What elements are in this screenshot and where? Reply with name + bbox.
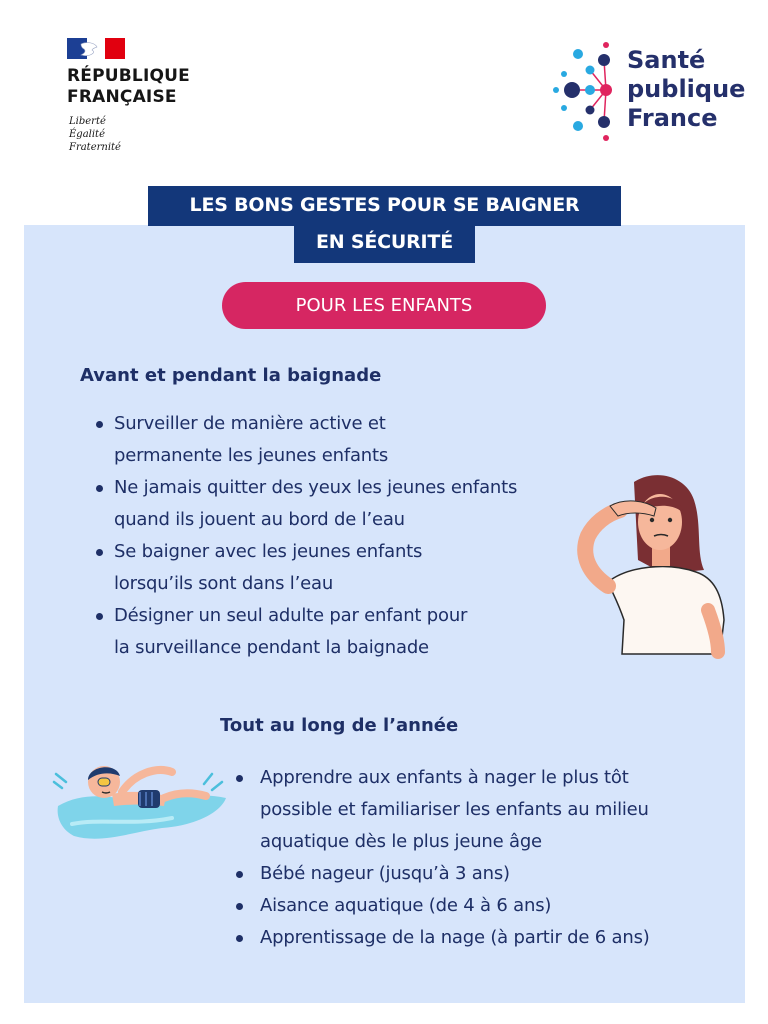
list-item-text: Surveiller de manière active et permanente les jeunes enfants <box>114 413 389 466</box>
motto-fraternite: Fraternité <box>69 142 121 153</box>
bullet-icon <box>236 935 243 942</box>
bullet-icon <box>236 775 243 782</box>
list-item <box>236 762 736 858</box>
list-item <box>96 536 596 600</box>
list-item-text: Apprentissage de la nage (à partir de 6 ans) <box>260 927 650 948</box>
watching-woman-icon <box>568 470 733 660</box>
spf-name-line2: publique <box>627 75 746 103</box>
swimming-child-icon <box>52 752 232 852</box>
list-item <box>236 858 736 890</box>
list-item <box>96 408 596 472</box>
bullet-icon <box>96 613 103 620</box>
page-title-line2: EN SÉCURITÉ <box>316 231 453 253</box>
audience-badge: POUR LES ENFANTS <box>222 282 546 329</box>
section-heading-before-during-swim: Avant et pendant la baignade <box>80 365 382 386</box>
rf-name-line2: FRANÇAISE <box>67 87 177 107</box>
spf-name-line1: Santé <box>627 46 706 74</box>
motto-liberte: Liberté <box>69 116 106 127</box>
list-item-text: Ne jamais quitter des yeux les jeunes enfants quand ils jouent au bord de l’eau <box>114 477 518 530</box>
list-item-text: Désigner un seul adulte par enfant pour la surveillance pendant la baignade <box>114 605 468 658</box>
bullet-icon <box>236 871 243 878</box>
list-item <box>96 472 596 536</box>
republique-francaise-name <box>67 66 190 108</box>
list-item-text: Apprendre aux enfants à nager le plus tôt possible et familiariser les enfants au milieu aquatique dès le plus jeune âge <box>260 767 649 852</box>
list-item-text: Aisance aquatique (de 4 à 6 ans) <box>260 895 552 916</box>
bullet-icon <box>96 485 103 492</box>
rf-name-line1: RÉPUBLIQUE <box>67 66 190 86</box>
motto-egalite: Égalité <box>69 129 105 140</box>
before-during-swim-list <box>96 408 596 664</box>
republique-motto <box>69 115 121 154</box>
page-title-line1: LES BONS GESTES POUR SE BAIGNER <box>189 194 580 216</box>
list-item-text: Se baigner avec les jeunes enfants lorsqu’ils sont dans l’eau <box>114 541 423 594</box>
bullet-icon <box>96 421 103 428</box>
list-item-text: Bébé nageur (jusqu’à 3 ans) <box>260 863 510 884</box>
bullet-icon <box>96 549 103 556</box>
all-year-list <box>236 762 736 954</box>
marianne-flag-icon <box>67 38 125 59</box>
list-item <box>96 600 596 664</box>
list-item <box>236 890 736 922</box>
network-dots-icon <box>552 40 622 144</box>
sante-publique-france-name <box>627 46 745 133</box>
bullet-icon <box>236 903 243 910</box>
list-item <box>236 922 736 954</box>
section-heading-all-year: Tout au long de l’année <box>220 715 459 736</box>
sante-publique-france-logo <box>552 40 752 144</box>
spf-name-line3: France <box>627 104 718 132</box>
